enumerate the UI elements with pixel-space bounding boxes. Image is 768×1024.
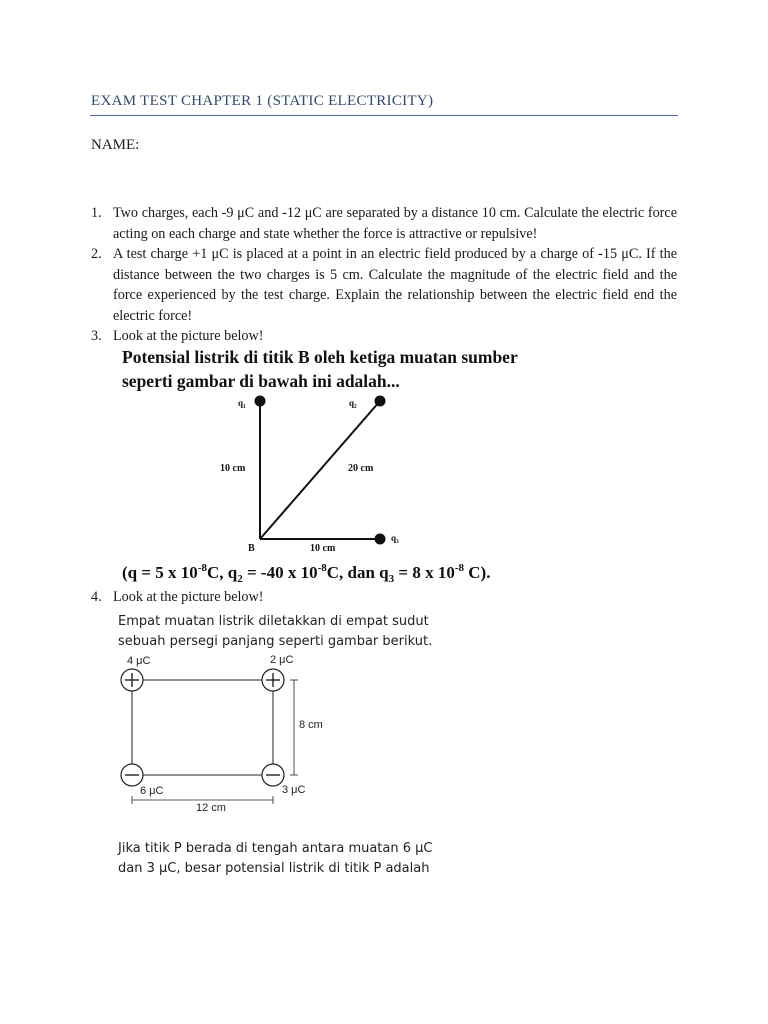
label-10cm-vertical: 10 cm <box>220 463 246 474</box>
figure-4-heading-line1: Empat muatan listrik diletakkan di empat sudut <box>118 614 429 629</box>
question-text: Two charges, each -9 μC and -12 μC are separated by a distance 10 cm. Calculate the electric force acting on each charge and state whether the force is attractive or repulsive! <box>113 205 677 242</box>
charge-q2-dot <box>375 396 386 407</box>
page-title: EXAM TEST CHAPTER 1 (STATIC ELECTRICITY) <box>91 93 434 109</box>
charge-bottom-right-label: 3 μC <box>282 784 306 796</box>
charge-q3-dot <box>375 534 386 545</box>
width-dimension-label: 12 cm <box>196 802 226 814</box>
charge-top-right-label: 2 μC <box>270 654 294 666</box>
question-2 <box>91 244 678 326</box>
label-20cm: 20 cm <box>348 463 374 474</box>
charge-q1-dot <box>255 396 266 407</box>
question-4 <box>91 587 678 608</box>
figure-3-diagram <box>112 343 524 585</box>
figure-3-heading-line1: Potensial listrik di titik B oleh ketiga muatan sumber <box>122 347 518 367</box>
question-number: 3. <box>91 328 102 344</box>
charge-top-left-label: 4 μC <box>127 655 151 667</box>
figure-4-question-line2: dan 3 μC, besar potensial listrik di titik P adalah <box>118 861 430 876</box>
label-q2: q₂ <box>349 398 357 408</box>
label-b: B <box>248 543 255 554</box>
charge-bottom-left-label: 6 μC <box>140 785 164 797</box>
question-1 <box>91 203 678 245</box>
charge-top-right-positive <box>262 669 284 691</box>
question-number: 1. <box>91 205 102 221</box>
title-underline <box>90 115 678 116</box>
question-text: A test charge +1 μC is placed at a point in an electric field produced by a charge of -15 μC. If the distance between the two charges is 5 cm. Calculate the magnitude of the electric field and the force experienced by the test charge. Explain the relationship between the electric field end the electric force! <box>113 246 677 324</box>
question-text: Look at the picture below! <box>113 589 264 605</box>
figure-4-diagram <box>110 607 450 879</box>
charge-bottom-right-negative <box>262 764 284 786</box>
figure-4-heading-line2: sebuah persegi panjang seperti gambar berikut. <box>118 634 433 649</box>
height-dimension-label: 8 cm <box>299 719 323 731</box>
figure-4-question-line1: Jika titik P berada di tengah antara muatan 6 μC <box>118 841 433 856</box>
charge-values: (q = 5 x $10^{-8}C$, $q_2 = -40$ x $10^{-8}C$, dan $q_3 = 8$ x $10^{-8}$ C). <box>122 562 491 585</box>
charge-bottom-left-negative <box>121 764 143 786</box>
question-text: Look at the picture below! <box>113 328 264 344</box>
label-q3: q₃ <box>391 533 399 543</box>
figure-3-heading-line2: seperti gambar di bawah ini adalah... <box>122 371 400 391</box>
question-number: 4. <box>91 589 102 605</box>
question-number: 2. <box>91 246 102 262</box>
label-10cm-horizontal: 10 cm <box>310 543 336 554</box>
name-label: NAME: <box>91 137 140 153</box>
label-q1: q₁ <box>238 398 246 408</box>
charge-top-left-positive <box>121 669 143 691</box>
